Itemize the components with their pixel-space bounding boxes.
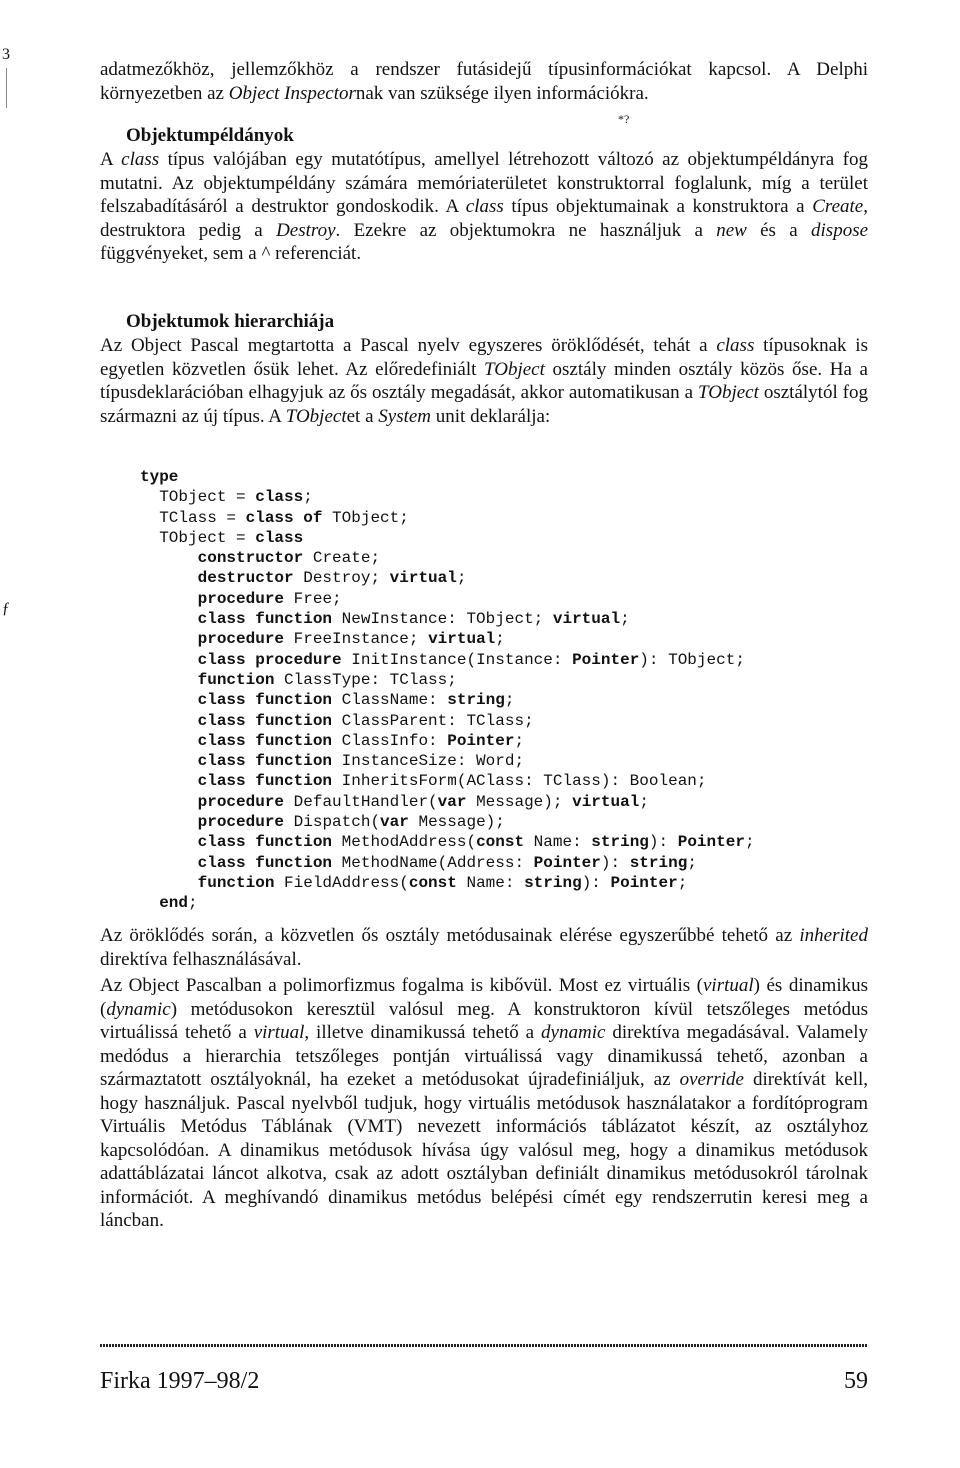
code-keyword: virtual [428, 630, 496, 649]
code-keyword: class function [197, 610, 333, 629]
code-line [140, 568, 900, 588]
code-text: FieldAddress( [274, 873, 409, 892]
code-text: Free; [284, 589, 342, 608]
code-keyword: end [159, 894, 189, 913]
code-keyword: string [447, 691, 505, 710]
code-line [140, 711, 900, 731]
code-text: ): [600, 853, 630, 872]
code-text: TObject = [159, 528, 256, 547]
code-line [140, 467, 900, 487]
code-keyword: procedure [197, 589, 285, 608]
code-keyword: class function [197, 731, 333, 750]
code-line [140, 731, 900, 751]
code-line [140, 508, 900, 528]
code-line [140, 650, 900, 670]
footer-journal: Firka 1997–98/2 [100, 1368, 260, 1394]
code-text: InheritsForm(AClass: TClass): Boolean; [332, 772, 707, 791]
code-keyword: string [629, 853, 688, 872]
code-keyword: class function [197, 711, 333, 730]
code-text: Message); [466, 792, 573, 811]
code-line [140, 629, 900, 649]
code-text: Dispatch( [284, 813, 381, 832]
code-text: TClass = [159, 508, 246, 527]
code-text: ; [744, 833, 755, 852]
code-keyword: class [255, 488, 304, 507]
code-text: Name: [456, 873, 525, 892]
code-text: ): [648, 833, 678, 852]
code-keyword: procedure [197, 792, 285, 811]
code-text: ; [677, 873, 688, 892]
paragraph-intro: adatmezőkhöz, jellemzőkhöz a rendszer futásidejű típusinformációkat kapcsol. A Delphi környezetben az Object Inspectornak van szüksége ilyen információkra. [100, 59, 868, 104]
code-keyword: var [437, 792, 467, 811]
code-listing [140, 467, 900, 914]
margin-mark: 3 [2, 46, 10, 63]
code-text: ClassParent: TClass; [332, 711, 534, 730]
code-line [140, 690, 900, 710]
code-keyword: Pointer [610, 873, 678, 892]
code-text: InitInstance(Instance: [341, 650, 573, 669]
paragraph-inheritance: Az öröklődés során, a közvetlen ős osztály metódusainak elérése egyszerűbbé tehető az inherited direktíva felhasználásával. [100, 925, 868, 970]
code-text: ; [620, 610, 630, 629]
paragraph-hierarchy: Az Object Pascal megtartotta a Pascal nyelv egyszeres öröklődését, tehát a class típusoknak is egyetlen közvetlen ősük lehet. Az előredefiniált TObject osztály minden osztály közös őse. Ha a típusdeklarációban elhagyjuk az ős osztály megadását, akkor automatikusan a TObject osztálytól fog származni az új típus. A TObjectet a System unit deklarálja: [100, 335, 868, 427]
code-keyword: constructor [197, 549, 304, 568]
code-text: ClassInfo: [332, 731, 448, 750]
code-text: NewInstance: TObject; [332, 610, 553, 629]
code-keyword: virtual [552, 610, 621, 629]
code-text: Name: [524, 833, 592, 852]
code-text: Message); [408, 813, 505, 832]
paragraph-polymorphism: Az Object Pascalban a polimorfizmus fogalma is kibővül. Most ez virtuális (virtual) és dinamikus (dynamic) metódusokon keresztül valósul meg. A konstruktoron kívül tetszőleges metódus virtuálissá tehető a virtual, illetve dinamikussá tehető a dynamic direktíva megadásával. Valamely medódus a hierarchia tetszőleges pontján virtuálissá vagy dinamikussá tehető, azonban a származtatott osztályoknál, ha ezeket a metódusokat újradefiniáljuk, az override direktívát kell, hogy használjuk. Pascal nyelvből tudjuk, hogy virtuális metódusok használatakor a fordítóprogram Virtuális Metódus Táblának (VMT) nevezett információs táblázatot készít, az osztályhoz kapcsolódóan. A dinamikus metódusok hívása úgy valósul meg, hogy a dinamikus metódusok adattáblázatai láncot alkotva, csak az adott osztályban definiált dinamikus metódusokról tárolnak információt. A meghívandó dinamikus metódus belépési címét egy rendszerrutin keresi meg a láncban. [100, 975, 868, 1231]
stray-mark: *? [618, 112, 630, 126]
code-text: DefaultHandler( [284, 792, 438, 811]
code-keyword: virtual [572, 792, 640, 811]
code-line [140, 528, 900, 548]
code-keyword: string [524, 873, 582, 892]
code-keyword: Pointer [533, 853, 601, 872]
paragraph-class-type: A class típus valójában egy mutatótípus, amellyel létrehozott változó az objektumpéldányra fog mutatni. Az objektumpéldány számára memóriaterületet konstruktorral foglalunk, míg a terület felszabadításáról a destruktor gondoskodik. A class típus objektumainak a konstruktora a Create, destruktora pedig a Destroy. Ezekre az objektumokra ne használjuk a new és a dispose függvényeket, sem a ^ referenciát. [100, 149, 869, 264]
code-text: MethodName(Address: [332, 853, 534, 872]
code-text: ; [456, 569, 467, 588]
code-keyword: class function [197, 833, 333, 852]
code-keyword: procedure [197, 813, 285, 832]
code-text: Destroy; [293, 569, 390, 588]
code-line [140, 771, 900, 791]
code-text: ; [495, 630, 505, 649]
margin-mark: ƒ [2, 600, 10, 617]
code-text: ): TObject; [639, 650, 745, 669]
code-line [140, 893, 900, 913]
code-line [140, 589, 900, 609]
code-keyword: Pointer [447, 731, 515, 750]
code-text: InstanceSize: Word; [332, 752, 525, 771]
code-text: ): [581, 873, 611, 892]
code-keyword: string [591, 833, 649, 852]
code-text: TObject = [159, 488, 256, 507]
margin-line [6, 68, 7, 108]
code-keyword: type [140, 468, 179, 486]
code-keyword: class [255, 528, 304, 547]
section-heading-objektumpeldanyok: Objektumpéldányok [126, 125, 294, 146]
code-keyword: class of [245, 508, 323, 527]
code-keyword: class function [197, 772, 333, 791]
code-text: ; [639, 792, 649, 811]
code-line [140, 487, 900, 507]
code-line [140, 853, 900, 873]
page-number: 59 [844, 1368, 868, 1394]
code-keyword: Pointer [677, 833, 745, 852]
footer-rule [100, 1344, 868, 1347]
code-line [140, 792, 900, 812]
code-line [140, 548, 900, 568]
code-keyword: procedure [197, 630, 285, 649]
code-keyword: function [197, 670, 275, 689]
code-line [140, 609, 900, 629]
code-keyword: const [476, 833, 525, 852]
code-keyword: virtual [389, 569, 457, 588]
code-text: Create; [303, 549, 381, 568]
code-keyword: Pointer [572, 650, 640, 669]
code-keyword: var [380, 813, 409, 832]
code-text: ClassType: TClass; [274, 670, 457, 689]
code-text: FreeInstance; [284, 630, 429, 649]
code-keyword: class function [197, 752, 333, 771]
code-text: ; [687, 853, 697, 872]
code-line [140, 670, 900, 690]
code-line [140, 873, 900, 893]
code-text: ClassName: [332, 691, 448, 710]
code-keyword: class function [197, 691, 333, 710]
code-keyword: const [408, 873, 457, 892]
code-keyword: function [197, 873, 275, 892]
code-line [140, 832, 900, 852]
code-text: ; [188, 894, 198, 913]
code-keyword: class function [197, 853, 333, 872]
code-keyword: class procedure [197, 650, 342, 669]
code-text: ; [303, 488, 313, 507]
code-text: TObject; [322, 508, 409, 527]
section-heading-hierarchia: Objektumok hierarchiája [126, 311, 335, 332]
code-line [140, 812, 900, 832]
code-keyword: destructor [197, 569, 294, 588]
code-text: ; [514, 731, 525, 750]
code-text: ; [504, 691, 515, 710]
code-line [140, 751, 900, 771]
code-text: MethodAddress( [332, 833, 477, 852]
